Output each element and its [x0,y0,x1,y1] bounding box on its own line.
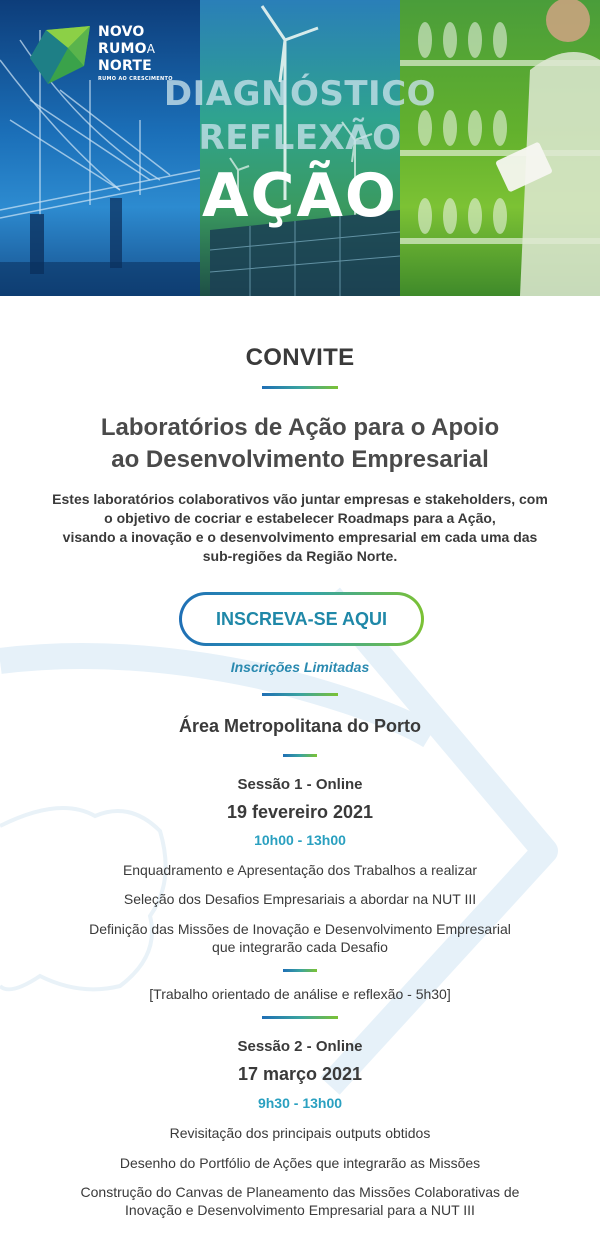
invite-title [0,412,600,476]
session-2-time: 9h30 - 13h00 [257,1095,343,1111]
logo-line-a: A [146,42,156,56]
session-1-item: Enquadramento e Apresentação dos Trabalhos a realizar [122,862,478,878]
divider [262,1016,338,1019]
session-1-item: que integrarão cada Desafio [212,939,388,955]
session-1-time: 10h00 - 13h00 [254,832,346,848]
divider [262,693,338,696]
session-2-item: Inovação e Desenvolvimento Empresarial para a NUT III [125,1202,475,1218]
hero-title-diagnostico: DIAGNÓSTICO [163,74,437,114]
hero-banner [0,0,600,296]
session-2-date: 17 março 2021 [237,1064,363,1084]
hero-title-acao: AÇÃO [202,161,398,231]
region-title: Área Metropolitana do Porto [178,716,421,736]
session-2-item: Revisitação dos principais outputs obtidos [169,1125,431,1141]
divider [283,969,317,972]
logo-line-rumo: RUMO [98,41,147,57]
register-button[interactable]: INSCREVA-SE AQUI [179,592,424,646]
session-1-note: [Trabalho orientado de análise e reflexão - 5h30] [149,986,451,1002]
description-line: Estes laboratórios colaborativos vão juntar empresas e stakeholders, com [52,491,548,507]
logo-line-norte: NORTE [98,58,152,74]
session-2-item: Desenho do Portfólio de Ações que integrarão as Missões [119,1155,481,1171]
session-1-item: Seleção dos Desafios Empresariais a abordar na NUT III [123,891,477,907]
logo-line-novo: NOVO [98,24,145,40]
invite-description [0,490,600,566]
divider [283,754,317,757]
description-line: sub-regiões da Região Norte. [202,548,398,564]
divider [262,386,338,389]
description-line: o objetivo de cocriar e estabelecer Roadmaps para a Ação, [104,510,496,526]
hero-title [0,72,600,232]
hero-title-reflexao: REFLEXÃO [198,118,402,158]
logo-tagline: RUMO AO CRESCIMENTO [98,76,173,82]
session-2-item: Construção do Canvas de Planeamento das Missões Colaborativas de [80,1184,520,1200]
invitation-content [0,296,600,1233]
invite-title-line: Laboratórios de Ação para o Apoio [100,414,500,441]
session-1-item: Definição das Missões de Inovação e Desenvolvimento Empresarial [89,921,511,937]
description-line: visando a inovação e o desenvolvimento empresarial em cada uma das [62,529,538,545]
limited-registrations-label: Inscrições Limitadas [230,659,370,675]
session-1-title: Sessão 1 - Online [237,776,363,793]
invite-title-line: ao Desenvolvimento Empresarial [111,446,489,473]
session-2-title: Sessão 2 - Online [237,1038,363,1055]
invite-heading: CONVITE [245,344,355,371]
session-1-date: 19 fevereiro 2021 [226,802,374,822]
